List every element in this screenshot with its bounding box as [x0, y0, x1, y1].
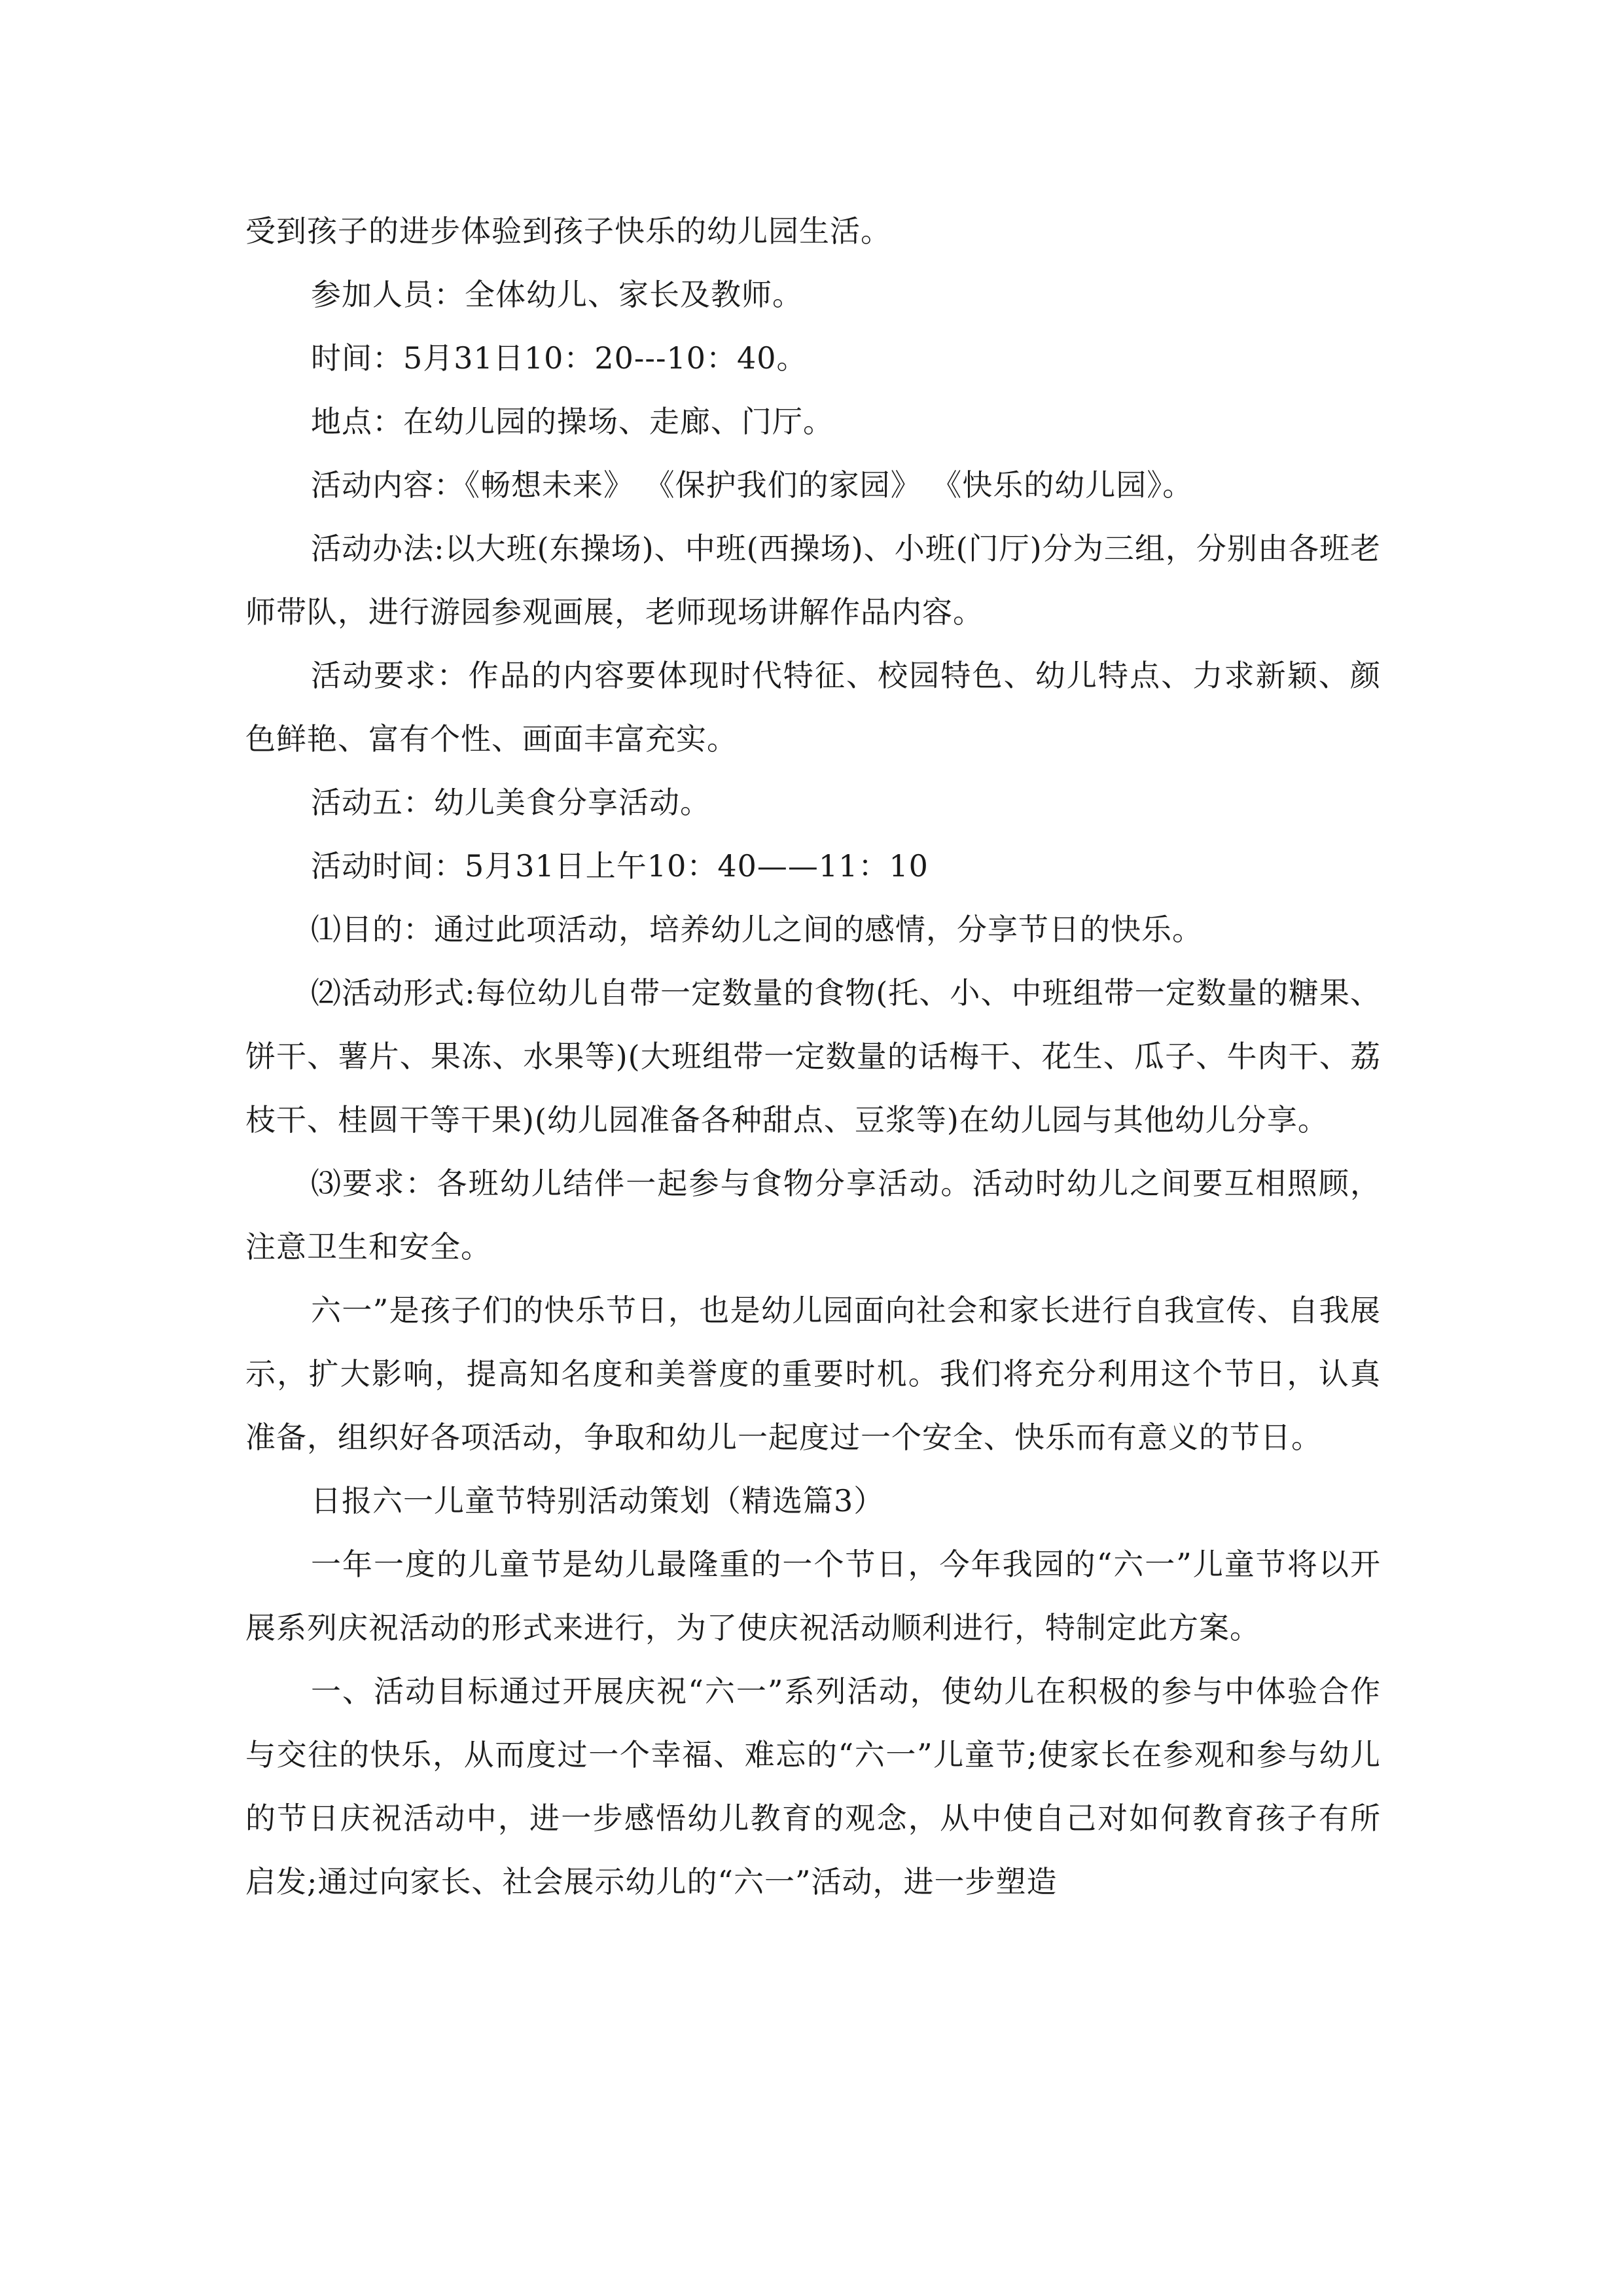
paragraph-requirements: ⑶要求：各班幼儿结伴一起参与食物分享活动。活动时幼儿之间要互相照顾，注意卫生和安全。: [245, 1166, 1381, 1265]
paragraph-participants: 参加人员：全体幼儿、家长及教师。: [311, 277, 803, 312]
document-body: [245, 200, 1381, 1914]
paragraph-festival-summary: 六一”是孩子们的快乐节日，也是幼儿园面向社会和家长进行自我宣传、自我展示，扩大影响，提高知名度和美誉度的重要时机。我们将充分利用这个节日，认真准备，组织好各项活动，争取和幼儿一起度过一个安全、快乐而有意义的节日。: [245, 1293, 1381, 1455]
paragraph-location: 地点：在幼儿园的操场、走廊、门厅。: [311, 404, 834, 439]
paragraph-activity-goals: 一、活动目标通过开展庆祝“六一”系列活动，使幼儿在积极的参与中体验合作与交往的快乐，从而度过一个幸福、难忘的“六一”儿童节;使家长在参观和参与幼儿的节日庆祝活动中，进一步感悟幼儿教育的观念，从中使自己对如何教育孩子有所启发;通过向家长、社会展示幼儿的“六一”活动，进一步塑造: [245, 1674, 1381, 1899]
section-heading: 日报六一儿童节特别活动策划（精选篇3）: [311, 1483, 885, 1518]
paragraph-purpose: ⑴目的：通过此项活动，培养幼儿之间的感情，分享节日的快乐。: [311, 912, 1203, 947]
paragraph-activity-time: 活动时间：5月31日上午10：40——11：10: [311, 848, 929, 884]
paragraph-activity-form: ⑵活动形式:每位幼儿自带一定数量的食物(托、小、中班组带一定数量的糖果、饼干、薯片、果冻、水果等)(大班组带一定数量的话梅干、花生、瓜子、牛肉干、荔枝干、桂圆干等干果)(幼儿园准备各种甜点、豆浆等)在幼儿园与其他幼儿分享。: [245, 975, 1381, 1138]
paragraph-activity-content: 活动内容：《畅想未来》 《保护我们的家园》 《快乐的幼儿园》。: [311, 467, 1194, 503]
paragraph-1: 受到孩子的进步体验到孩子快乐的幼儿园生活。: [245, 213, 891, 249]
paragraph-activity-method: 活动办法:以大班(东操场)、中班(西操场)、小班(门厅)分为三组，分别由各班老师带队，进行游园参观画展，老师现场讲解作品内容。: [245, 531, 1381, 630]
paragraph-intro: 一年一度的儿童节是幼儿最隆重的一个节日，今年我园的“六一”儿童节将以开展系列庆祝活动的形式来进行，为了使庆祝活动顺利进行，特制定此方案。: [245, 1547, 1381, 1645]
paragraph-activity-requirements: 活动要求：作品的内容要体现时代特征、校园特色、幼儿特点、力求新颖、颜色鲜艳、富有个性、画面丰富充实。: [245, 658, 1381, 757]
paragraph-time: 时间：5月31日10：20---10：40。: [311, 340, 808, 376]
paragraph-activity-five: 活动五：幼儿美食分享活动。: [311, 785, 711, 820]
